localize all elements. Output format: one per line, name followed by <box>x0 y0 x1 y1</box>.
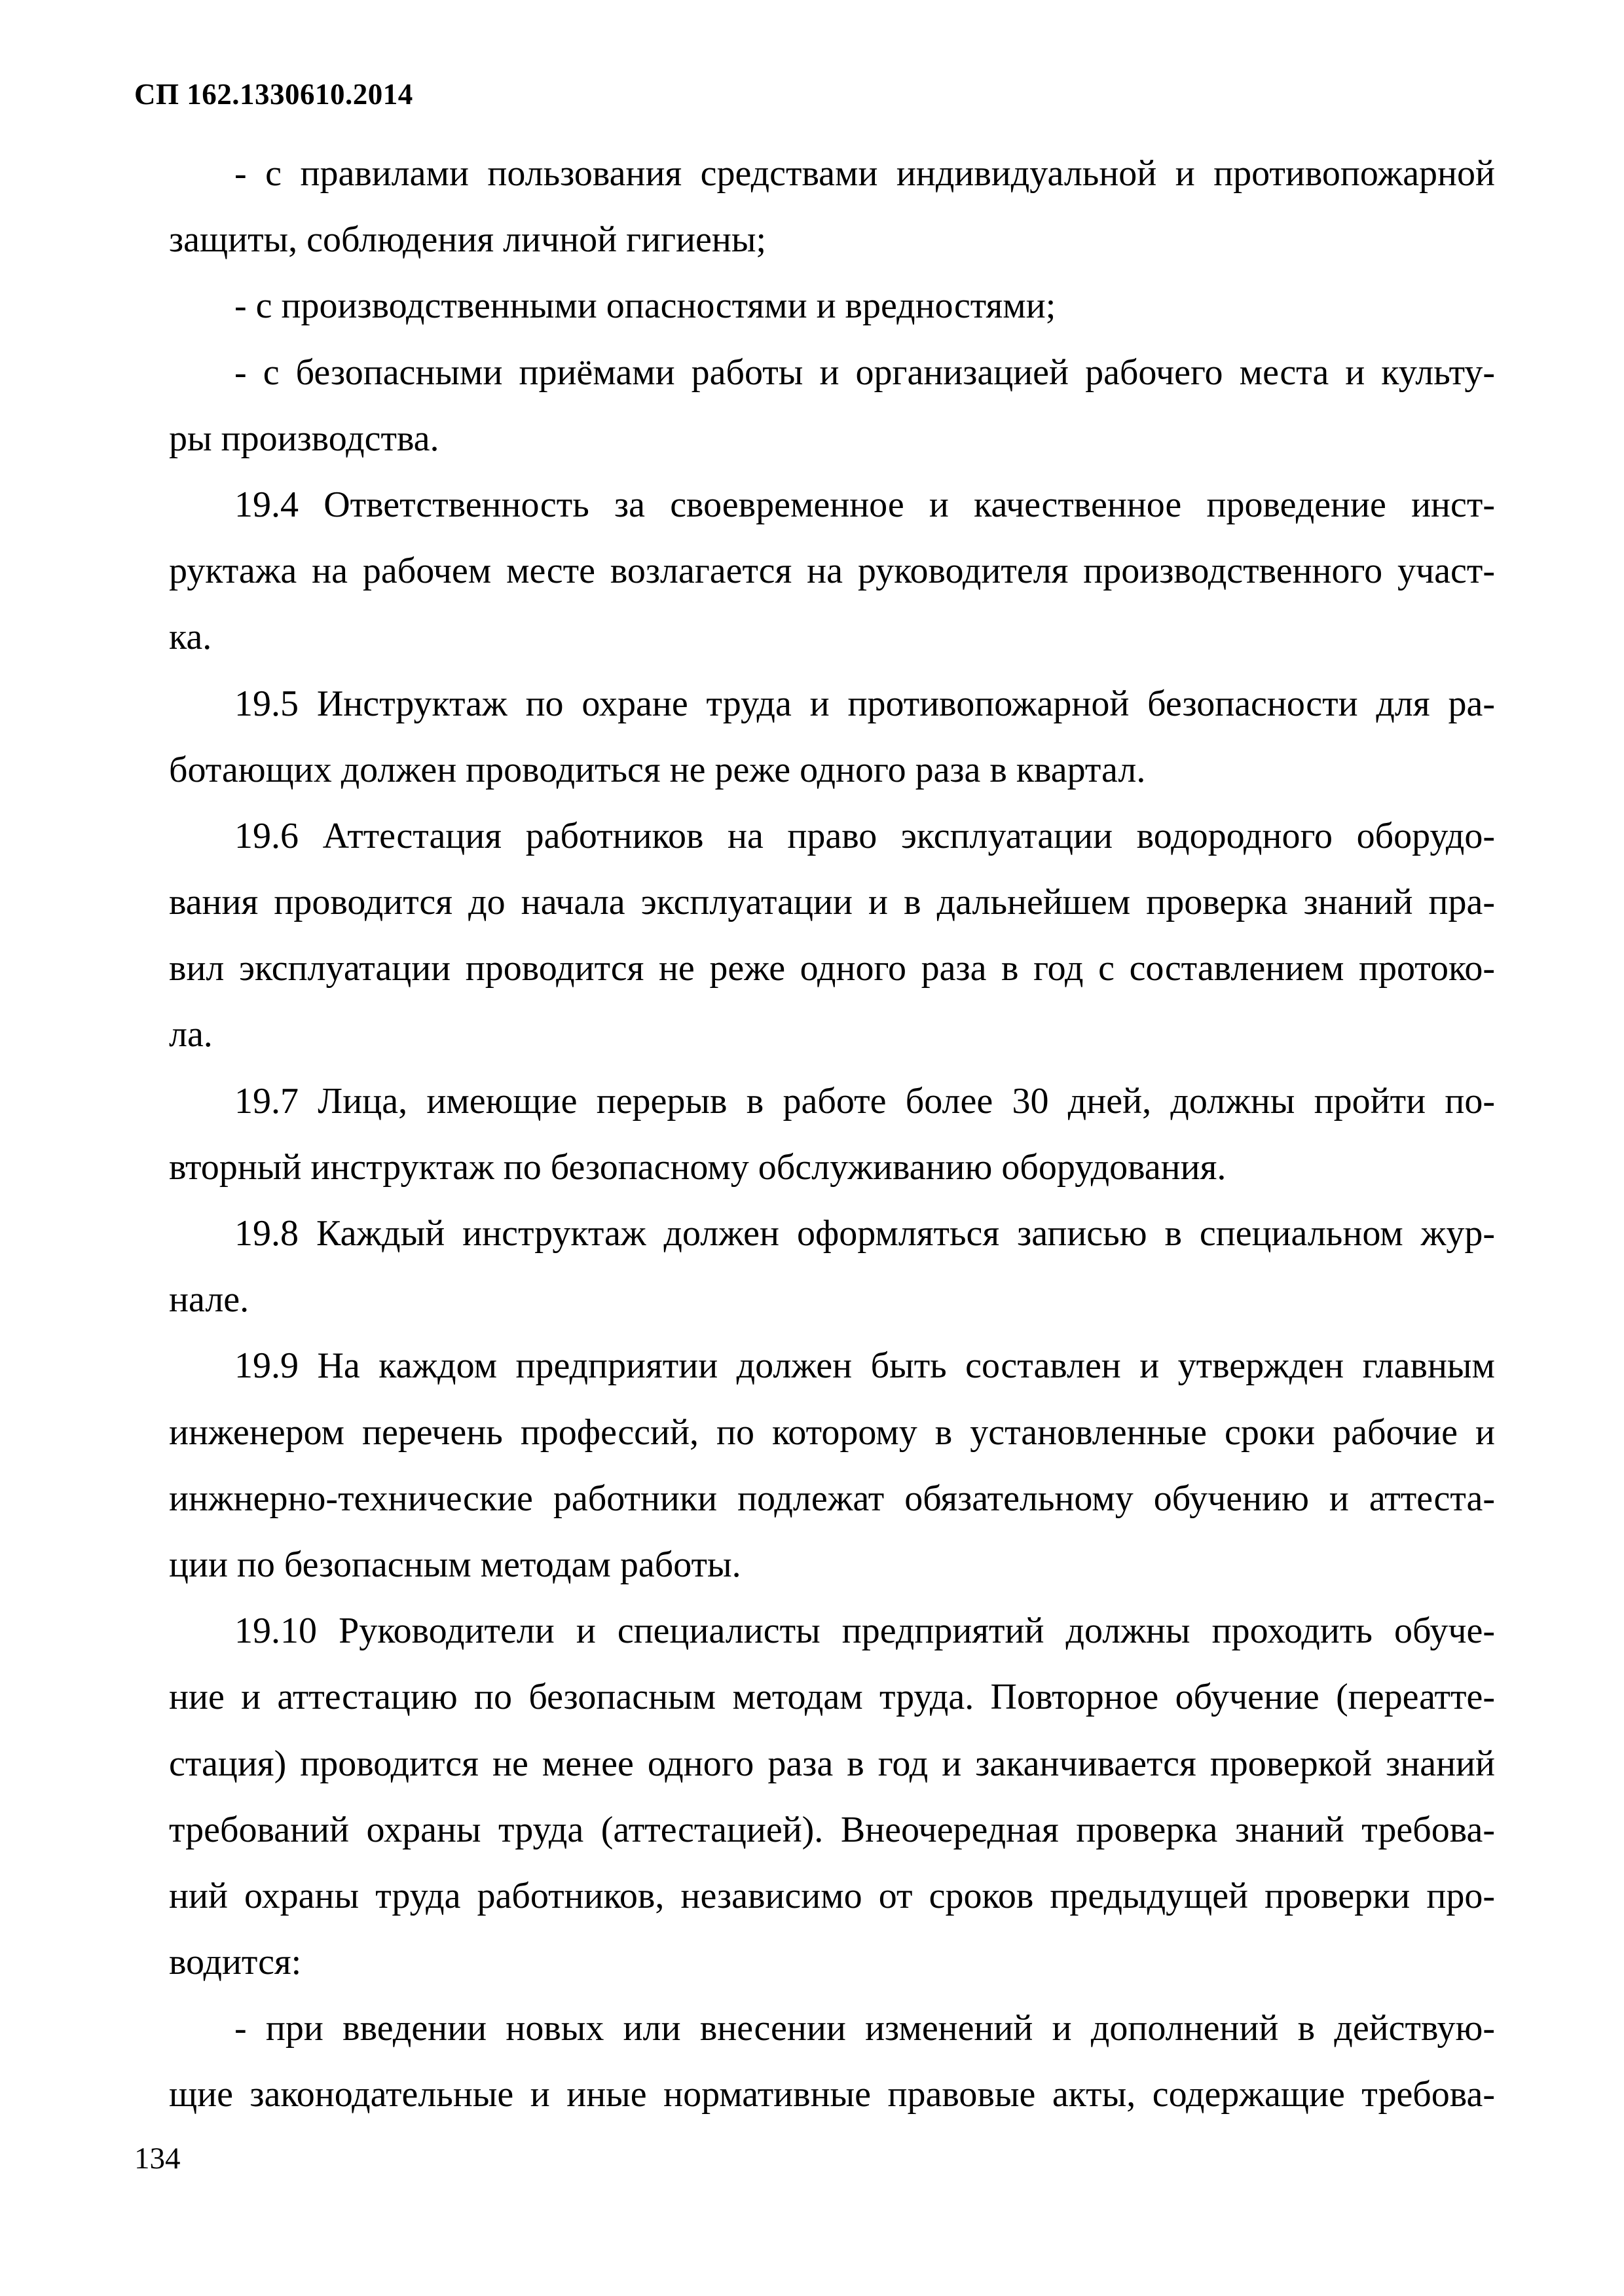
text-line: ции по безопасным методам работы. <box>169 1544 741 1585</box>
document-code: СП 162.1330610.2014 <box>134 78 413 111</box>
page-number: 134 <box>134 2141 181 2176</box>
document-body <box>169 141 1495 2128</box>
text-line: стация) проводится не менее одного раза в год и заканчивается проверкой знаний <box>169 1743 1495 1784</box>
text-line: ний охраны труда работников, независимо от сроков предыдущей проверки про- <box>169 1875 1495 1916</box>
text-line: - при введении новых или внесении изменений и дополнений в действую- <box>234 2008 1495 2049</box>
text-line: - с безопасными приёмами работы и организацией рабочего места и культу- <box>234 352 1495 393</box>
text-line: щие законодательные и иные нормативные правовые акты, содержащие требова- <box>169 2074 1495 2115</box>
text-line: ботающих должен проводиться не реже одного раза в квартал. <box>169 749 1146 790</box>
text-line: вания проводится до начала эксплуатации и в дальнейшем проверка знаний пра- <box>169 882 1495 923</box>
text-line: требований охраны труда (аттестацией). Внеочередная проверка знаний требова- <box>169 1809 1495 1850</box>
text-line: инжнерно-технические работники подлежат обязательному обучению и аттеста- <box>169 1478 1495 1519</box>
text-line: 19.4 Ответственность за своевременное и качественное проведение инст- <box>234 484 1495 525</box>
text-line: защиты, соблюдения личной гигиены; <box>169 219 766 261</box>
text-line: инженером перечень профессий, по которому в установленные сроки рабочие и <box>169 1412 1495 1453</box>
text-line: нале. <box>169 1279 249 1321</box>
text-line: вторный инструктаж по безопасному обслуживанию оборудования. <box>169 1146 1227 1188</box>
text-line: руктажа на рабочем месте возлагается на руководителя производственного участ- <box>169 551 1495 592</box>
text-line: ка. <box>169 617 212 658</box>
text-line: - с производственными опасностями и вредностями; <box>234 285 1056 327</box>
text-line: ла. <box>169 1014 213 1055</box>
text-line: ние и аттестацию по безопасным методам труда. Повторное обучение (переатте- <box>169 1677 1495 1718</box>
text-line: - с правилами пользования средствами индивидуальной и противопожарной <box>234 153 1495 194</box>
text-line: ры производства. <box>169 418 439 459</box>
text-line: 19.7 Лица, имеющие перерыв в работе более 30 дней, должны пройти по- <box>234 1080 1495 1121</box>
text-line: вил эксплуатации проводится не реже одного раза в год с составлением протоко- <box>169 948 1495 989</box>
text-line: 19.10 Руководители и специалисты предприятий должны проходить обуче- <box>234 1611 1495 1652</box>
text-line: 19.9 На каждом предприятии должен быть составлен и утвержден главным <box>234 1345 1495 1387</box>
text-line: 19.5 Инструктаж по охране труда и противопожарной безопасности для ра- <box>234 683 1495 724</box>
text-line: 19.6 Аттестация работников на право эксплуатации водородного оборудо- <box>234 815 1495 856</box>
text-line: 19.8 Каждый инструктаж должен оформляться записью в специальном жур- <box>234 1213 1495 1254</box>
text-line: водится: <box>169 1942 302 1983</box>
